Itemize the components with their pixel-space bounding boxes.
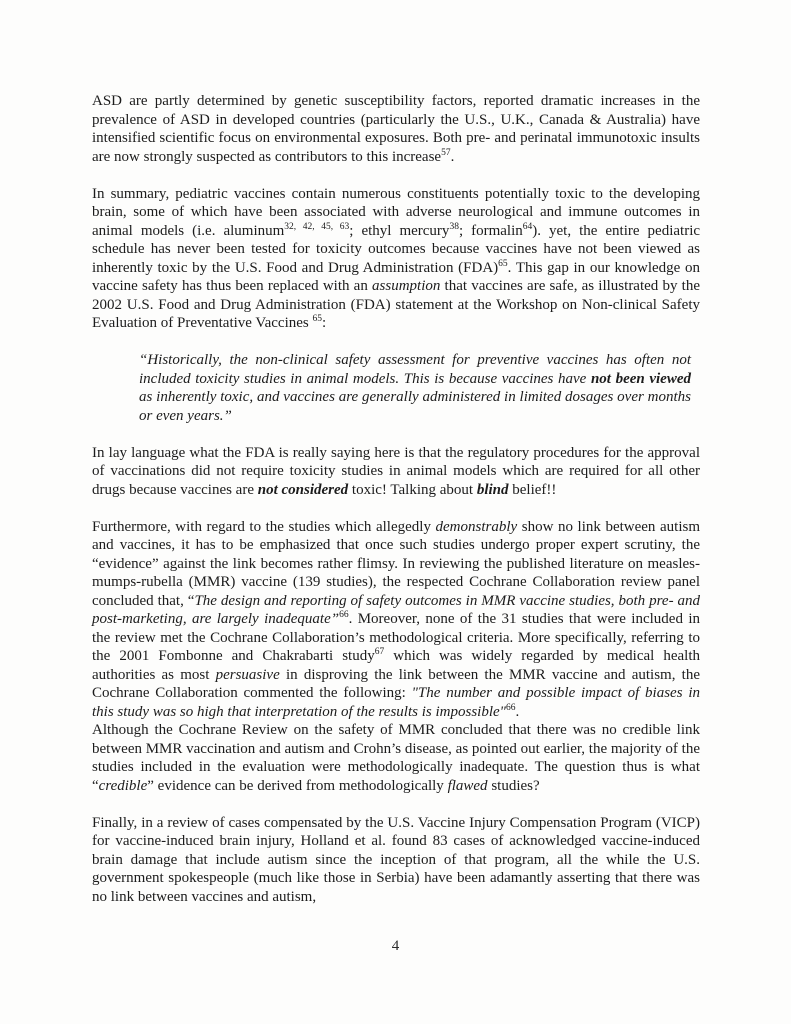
paragraph-lay-language: In lay language what the FDA is really saying here is that the regulatory procedures for the approval of vaccinations did not require toxicity studies in animal models which are required for all other drugs because vaccines are not considered toxic! Talking about blind belief!!: [92, 444, 700, 498]
paragraph-furthermore-cochrane: Furthermore, with regard to the studies which allegedly demonstrably show no link between autism and vaccines, it has to be emphasized that once such studies undergo proper expert scrutiny, the “evidence” against the link becomes rather flimsy. In reviewing the published literature on measles-mumps-rubella (MMR) vaccine (139 studies), the respected Cochrane Collaboration review panel concluded that, “The design and reporting of safety outcomes in MMR vaccine studies, both pre- and post-marketing, are largely inadequate”$^{66}$. Moreover, none of the 31 studies that were included in the review met the Cochrane Collaboration’s methodological criteria. More specifically, referring to the 2001 Fombonne and Chakrabarti study$^{67}$ which was widely regarded by medical health authorities as most persuasive in disproving the link between the MMR vaccine and autism, the Cochrane Collaboration commented the following: "The number and possible impact of biases in this study was so high that interpretation of the results is impossible"$^{66}$.: [92, 518, 701, 720]
paragraph-although-cochrane-review: Although the Cochrane Review on the safety of MMR concluded that there was no credible link between MMR vaccination and autism and Crohn’s disease, as pointed out earlier, the majority of the studies included in the evaluation were methodologically inadequate. The question thus is what “credible” evidence can be derived from methodologically flawed studies?: [92, 722, 700, 794]
fda-workshop-quote: “Historically, the non-clinical safety assessment for preventive vaccines has often not included toxicity studies in animal models. This is because vaccines have not been viewed as inherently toxic, and vaccines are generally administered in limited dosages over months or even years.”: [139, 352, 691, 424]
paragraph-finally-vicp: Finally, in a review of cases compensated by the U.S. Vaccine Injury Compensation Program (VICP) for vaccine-induced brain injury, Holland et al. found 83 cases of acknowledged vaccine-induced brain damage that include autism since the inception of that program, all the while the U.S. government spokespeople (much like those in Serbia) have been adamantly asserting that there was no link between vaccines and autism,: [92, 814, 700, 905]
document-body: [92, 92, 700, 925]
paragraph-in-summary: In summary, pediatric vaccines contain numerous constituents potentially toxic to the developing brain, some of which have been associated with adverse neurological and immune outcomes in animal models (i.e. aluminum$^{32, 42, 45, 63}$; ethyl mercury$^{38}$; formalin$^{64}$). yet, the entire pediatric schedule has never been tested for toxicity outcomes because vaccines have not been viewed as inherently toxic by the U.S. Food and Drug Administration (FDA)$^{65}$. This gap in our knowledge on vaccine safety has thus been replaced with an assumption that vaccines are safe, as illustrated by the 2002 U.S. Food and Drug Administration (FDA) statement at the Workshop on Non-clinical Safety Evaluation of Preventative Vaccines $^{65}$:: [92, 185, 701, 331]
paragraph-asd-prevalence: ASD are partly determined by genetic susceptibility factors, reported dramatic increases in the prevalence of ASD in developed countries (particularly the U.S., U.K., Canada & Australia) have intensified scientific focus on environmental exposures. Both pre- and perinatal immunotoxic insults are now strongly suspected as contributors to this increase$^{57}$.: [92, 93, 700, 165]
page-number: 4: [391, 938, 400, 954]
